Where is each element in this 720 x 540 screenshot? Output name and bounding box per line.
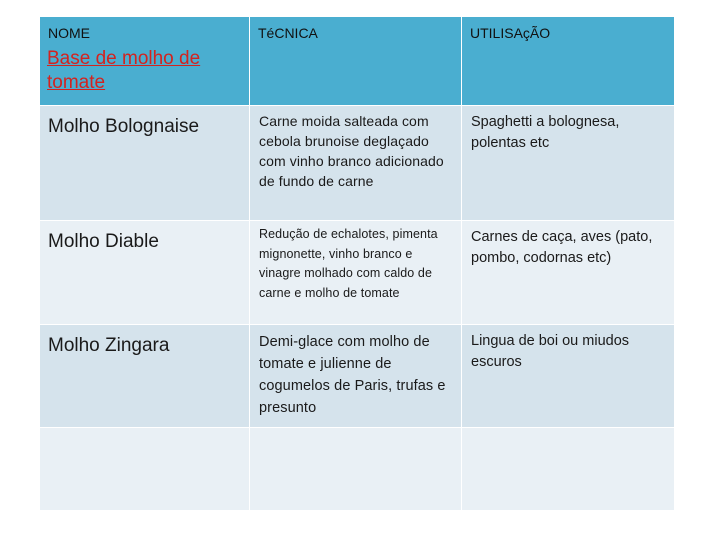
table-row: [40, 106, 675, 221]
sauce-name: Molho Bolognaise: [48, 116, 200, 137]
header-cell-name: [40, 17, 250, 106]
sauce-technique: [250, 428, 461, 433]
sauce-technique: Carne moida salteada com cebola brunoise deglaçado com vinho branco adicionado de fundo de carne: [259, 113, 444, 189]
sauce-technique: Demi-glace com molho de tomate e julienne de cogumelos de Paris, trufas e presunto: [259, 334, 446, 416]
header-technique-label: TéCNICA: [258, 25, 318, 41]
table-row: [40, 325, 675, 428]
header-cell-usage: [462, 17, 675, 106]
sauce-name: Molho Diable: [48, 231, 159, 252]
sauce-usage: Carnes de caça, aves (pato, pombo, codornas etc): [471, 229, 653, 266]
cell-usage: [462, 221, 675, 325]
sauce-name: [40, 428, 249, 437]
header-usage-label: UTILISAçÃO: [470, 25, 551, 41]
cell-technique: [250, 325, 462, 428]
cell-technique: [250, 106, 462, 221]
cell-name: [40, 428, 250, 511]
cell-usage: [462, 106, 675, 221]
table-header-row: [40, 17, 675, 106]
cell-name: [40, 106, 250, 221]
table-row: [40, 428, 675, 511]
cell-technique: [250, 221, 462, 325]
sauce-usage: [462, 428, 674, 434]
sauce-table: [39, 16, 675, 511]
sauce-name: Molho Zingara: [48, 335, 170, 356]
sauce-usage: Spaghetti a bolognesa, polentas etc: [471, 114, 620, 151]
header-cell-technique: [250, 17, 462, 106]
cell-usage: [462, 325, 675, 428]
cell-name: [40, 221, 250, 325]
sauce-technique: Redução de echalotes, pimenta mignonette, vinho branco e vinagre molhado com caldo de carne e molho de tomate: [259, 227, 438, 300]
header-name-label: NOME: [48, 25, 90, 41]
cell-name: [40, 325, 250, 428]
cell-technique: [250, 428, 462, 511]
cell-usage: [462, 428, 675, 511]
sauce-usage: Lingua de boi ou miudos escuros: [471, 333, 630, 370]
header-name-subtitle: Base de molho de tomate: [47, 48, 201, 93]
table-row: [40, 221, 675, 325]
